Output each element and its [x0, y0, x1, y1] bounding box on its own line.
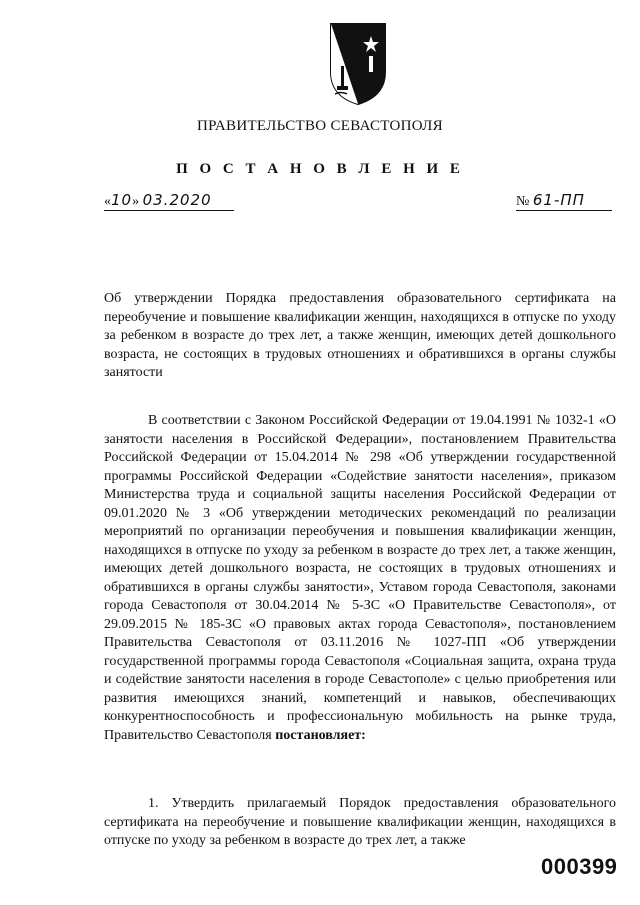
organization-name: ПРАВИТЕЛЬСТВО СЕВАСТОПОЛЯ: [197, 118, 443, 134]
document-type-title: П О С Т А Н О В Л Е Н И Е: [176, 161, 464, 177]
date-day: 10: [111, 191, 133, 209]
number-sign: №: [516, 194, 530, 209]
sevastopol-coat-of-arms-icon: [327, 20, 389, 106]
date-close-quote: »: [132, 194, 140, 209]
item-section: [104, 795, 616, 851]
preamble-section: [104, 412, 616, 745]
preamble-text: В соответствии с Законом Российской Федерации от 19.04.1991 № 1032-1 «О занятости населения в Российской Федерации», постановлением Правительства Российской Федерации от 15.04.2014 № 298 «Об утверждении государственной программы Российской Федерации «Содействие занятости населения», приказом Министерства труда и социальной защиты населения Российской Федерации от 09.01.2020 № 3 «Об утверждении методических рекомендаций по реализации мероприятий по организации переобучения и повышения квалификации женщин, находящихся в отпуске по уходу за ребенком в возрасте до трех лет, а также женщин, имеющих детей дошкольного возраста, не состоящих в трудовых отношениях и обратившихся в органы службы занятости», Уставом города Севастополя, законами города Севастополя от 30.04.2014 № 5-ЗС «О Правительстве Севастополя», от 29.09.2015 № 185-ЗС «О правовых актах города Севастополя», постановлением Правительства Севастополя от 03.11.2016 № 1027-ПП «Об утверждении государственной программы города Севастополя «Социальная защита, охрана труда и содействие занятости населения в городе Севастополе» с целью приобретения или развития имеющихся знаний, компетенций и навыков, обеспечивающих конкурентноспособность и профессиональную мобильность на рынке труда, Правительство Севастополя: [104, 413, 616, 743]
decision-word: постановляет:: [275, 727, 366, 743]
document-subject: Об утверждении Порядка предоставления образовательного сертификата на переобучение и повышение квалификации женщин, находящихся в отпуске по уходу за ребенком в возрасте до трех лет, а также женщин, имеющих детей дошкольного возраста, не состоящих в трудовых отношениях и обратившихся в органы службы занятости: [104, 291, 616, 380]
serial-number: 000399: [541, 854, 618, 879]
date-open-quote: «: [104, 194, 111, 209]
preamble-paragraph: [104, 412, 616, 745]
number-value: 61-ПП: [532, 191, 585, 209]
item-1-paragraph: 1. Утвердить прилагаемый Порядок предоставления образовательного сертификата на переобучение и повышение квалификации женщин, находящихся в отпуске по уходу за ребенком в возрасте до трех лет, а также: [104, 796, 616, 848]
document-number: [516, 191, 612, 211]
document-date: [104, 191, 234, 211]
date-month-year: 03.2020: [142, 191, 212, 209]
